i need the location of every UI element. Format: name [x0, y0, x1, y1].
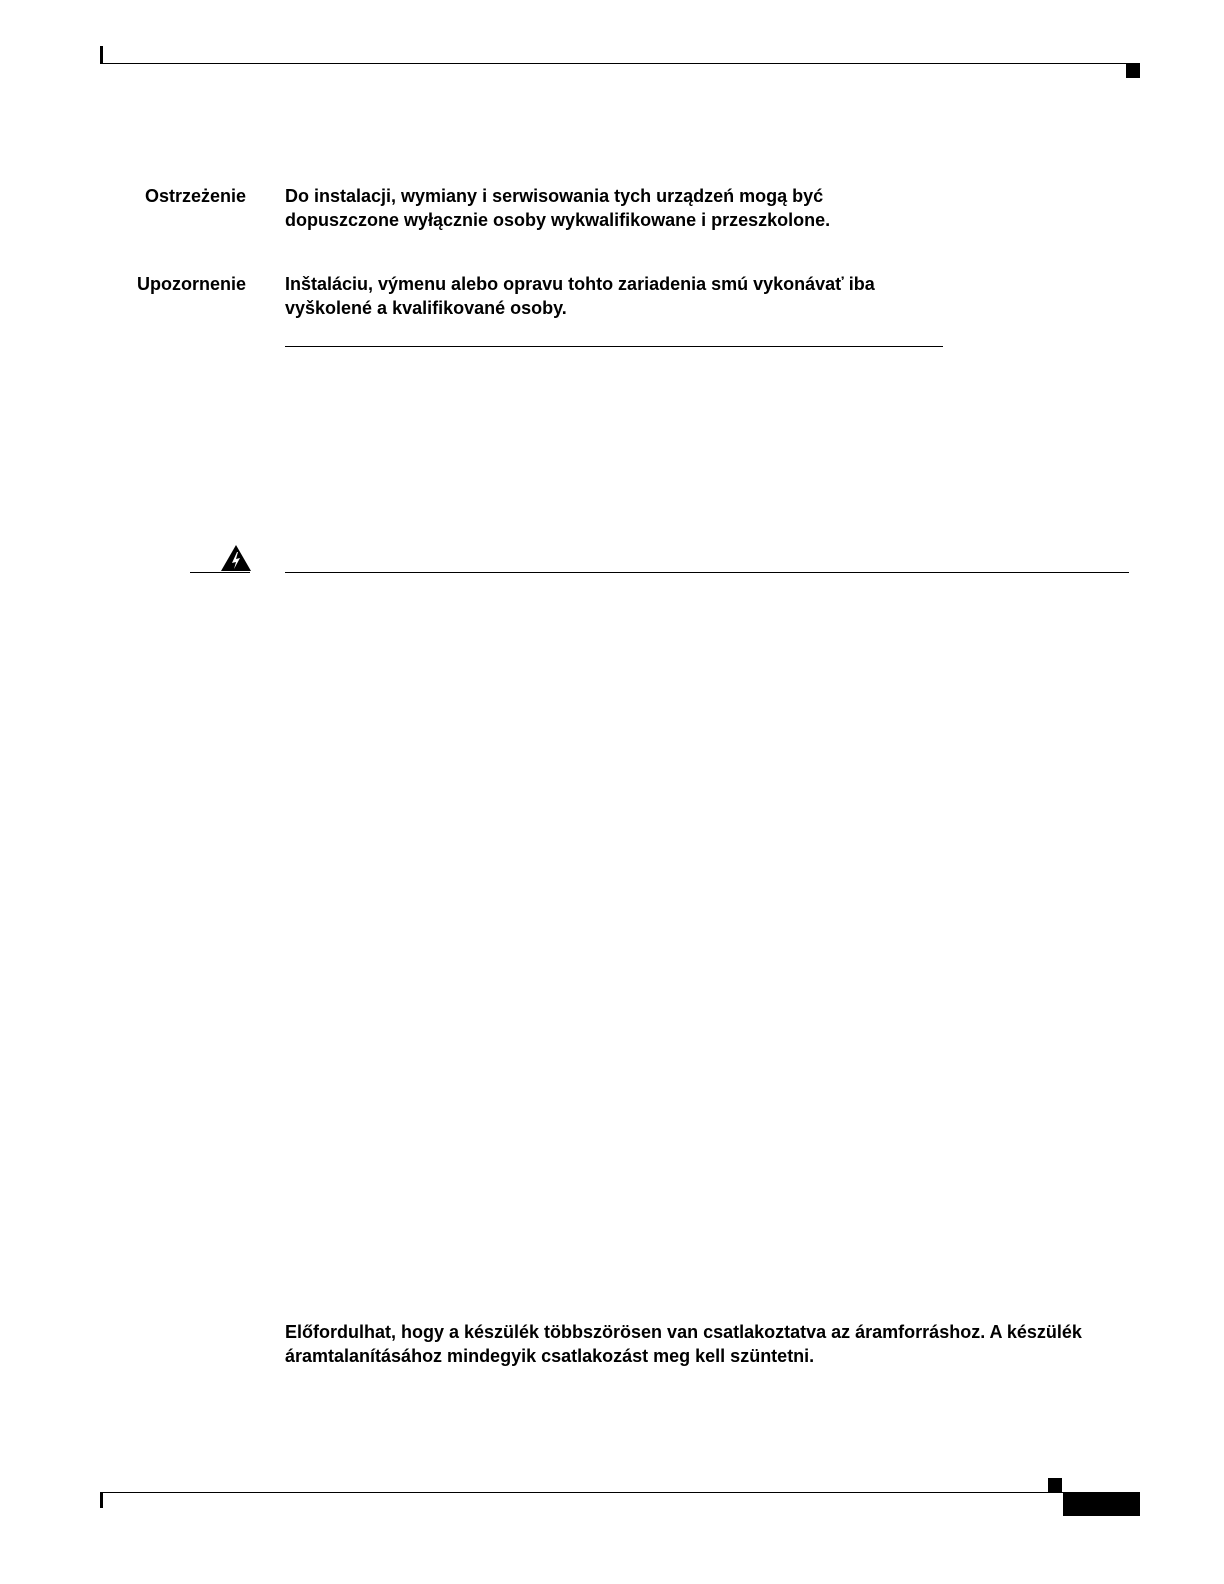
- warning-icon-underline: [190, 572, 250, 573]
- warning-text-line: vyškolené a kvalifikované osoby.: [285, 298, 567, 318]
- footer-page-block: [1063, 1492, 1140, 1516]
- warning-text-line: Do instalacji, wymiany i serwisowania tych urządzeń mogą być: [285, 186, 824, 206]
- header-left-tick: [100, 46, 103, 64]
- footer-left-tick: [100, 1492, 103, 1508]
- header-rule: [100, 63, 1140, 64]
- warning-label-polish: Ostrzeżenie: [144, 186, 246, 206]
- warning-label-slovak: Upozornenie: [136, 274, 246, 294]
- notice-text-hungarian: [285, 1320, 1135, 1368]
- warning-text-line: dopuszczone wyłącznie osoby wykwalifikowane i przeszkolone.: [285, 210, 831, 230]
- footer-corner-square-small: [1048, 1478, 1062, 1492]
- header-corner-square: [1126, 64, 1140, 78]
- warning-rule: [285, 572, 1129, 573]
- section-end-rule: [285, 346, 943, 347]
- warning-triangle-icon: [220, 544, 252, 572]
- notice-text-line: áramtalanításához mindegyik csatlakozást meg kell szüntetni.: [285, 1346, 815, 1366]
- notice-text-line: Előfordulhat, hogy a készülék többszörösen van csatlakoztatva az áramforráshoz. A készülék: [285, 1322, 1082, 1342]
- footer-rule: [100, 1492, 1140, 1493]
- warning-text-polish: [285, 184, 945, 232]
- warning-text-slovak: [285, 272, 945, 320]
- warning-text-line: Inštaláciu, výmenu alebo opravu tohto zariadenia smú vykonávať iba: [285, 274, 875, 294]
